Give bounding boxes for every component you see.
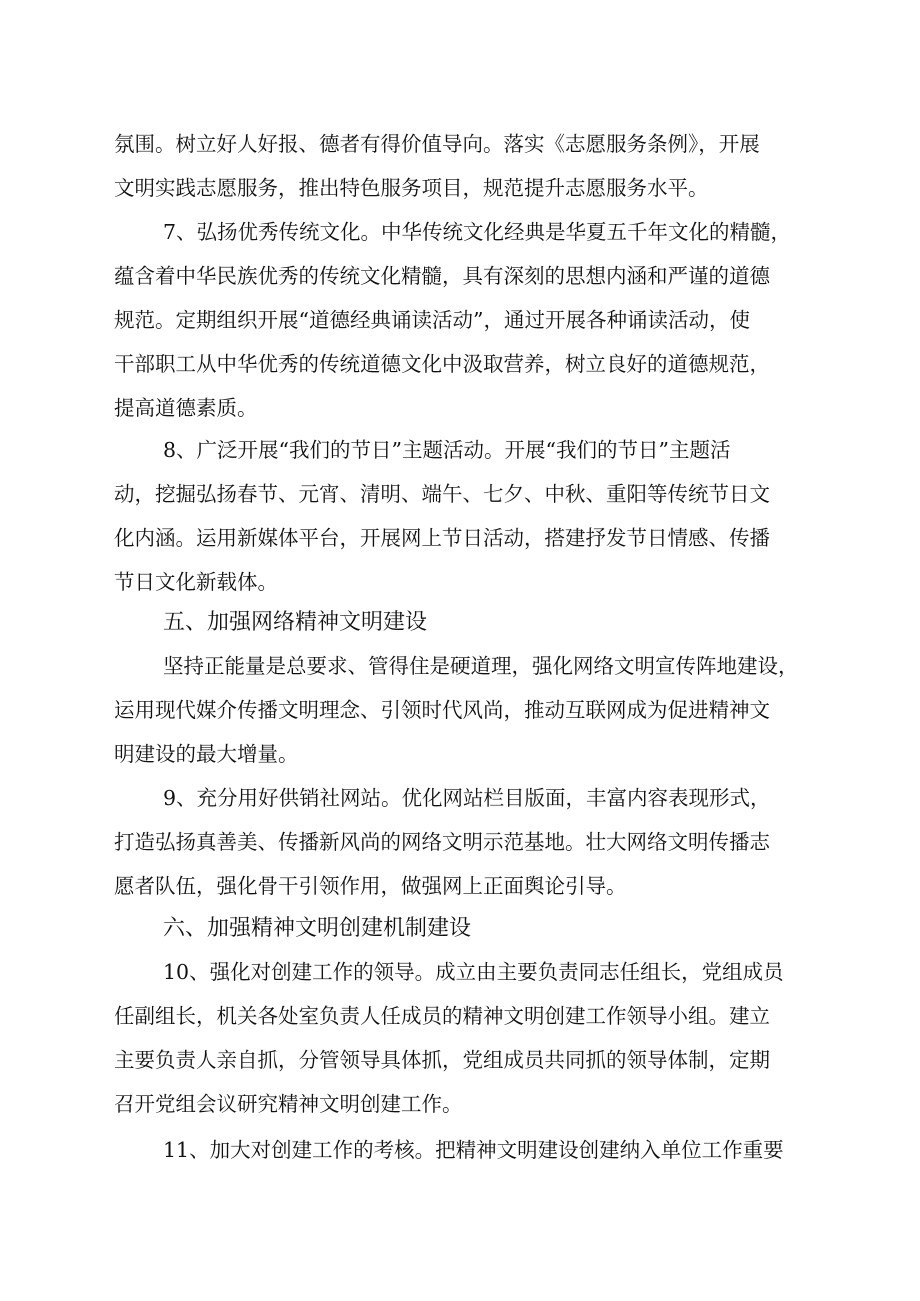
text-line: 提高道德素质。 (114, 396, 258, 420)
section-heading-5: 五、加强网络精神文明建设 (163, 610, 428, 635)
text-line: 主要负责人亲自抓，分管领导具体抓，党组成员共同抓的领导体制，定期 (114, 1048, 770, 1072)
text-line: 化内涵。运用新媒体平台，开展网上节日活动，搭建抒发节日情感、传播 (114, 526, 770, 550)
text-line: 氛围。树立好人好报、德者有得价值导向。落实《志愿服务条例》，开展 (114, 132, 760, 156)
text-line: 11、加大对创建工作的考核。把精神文明建设创建纳入单位工作重要 (163, 1138, 784, 1162)
text-line: 节日文化新载体。 (114, 570, 278, 594)
text-line: 动，挖掘弘扬春节、元宵、清明、端午、七夕、中秋、重阳等传统节日文 (114, 482, 770, 506)
text-line: 蕴含着中华民族优秀的传统文化精髓，具有深刻的思想内涵和严谨的道德 (114, 264, 770, 288)
text-line: 规范。定期组织开展“道德经典诵读活动”，通过开展各种诵读活动，使 (114, 308, 750, 332)
text-line: 召开党组会议研究精神文明创建工作。 (114, 1092, 463, 1116)
text-line: 明建设的最大增量。 (114, 742, 299, 766)
text-line: 任副组长，机关各处室负责人任成员的精神文明创建工作领导小组。建立 (114, 1004, 770, 1028)
text-line: 打造弘扬真善美、传播新风尚的网络文明示范基地。壮大网络文明传播志 (114, 830, 770, 854)
text-line: 10、强化对创建工作的领导。成立由主要负责同志任组长，党组成员 (163, 960, 784, 984)
text-line: 8、广泛开展“我们的节日”主题活动。开展“我们的节日”主题活 (163, 438, 731, 462)
text-line: 9、充分用好供销社网站。优化网站栏目版面，丰富内容表现形式， (163, 786, 771, 810)
section-heading-6: 六、加强精神文明创建机制建设 (163, 916, 472, 941)
text-line: 愿者队伍，强化骨干引领作用，做强网上正面舆论引导。 (114, 874, 627, 898)
text-line: 文明实践志愿服务，推出特色服务项目，规范提升志愿服务水平。 (114, 176, 709, 200)
text-line: 干部职工从中华优秀的传统道德文化中汲取营养，树立良好的道德规范， (114, 352, 770, 376)
text-line: 运用现代媒介传播文明理念、引领时代风尚，推动互联网成为促进精神文 (114, 698, 770, 722)
text-line: 坚持正能量是总要求、管得住是硬道理，强化网络文明宣传阵地建设， (163, 654, 799, 678)
text-line: 7、弘扬优秀传统文化。中华传统文化经典是华夏五千年文化的精髓， (163, 220, 792, 244)
